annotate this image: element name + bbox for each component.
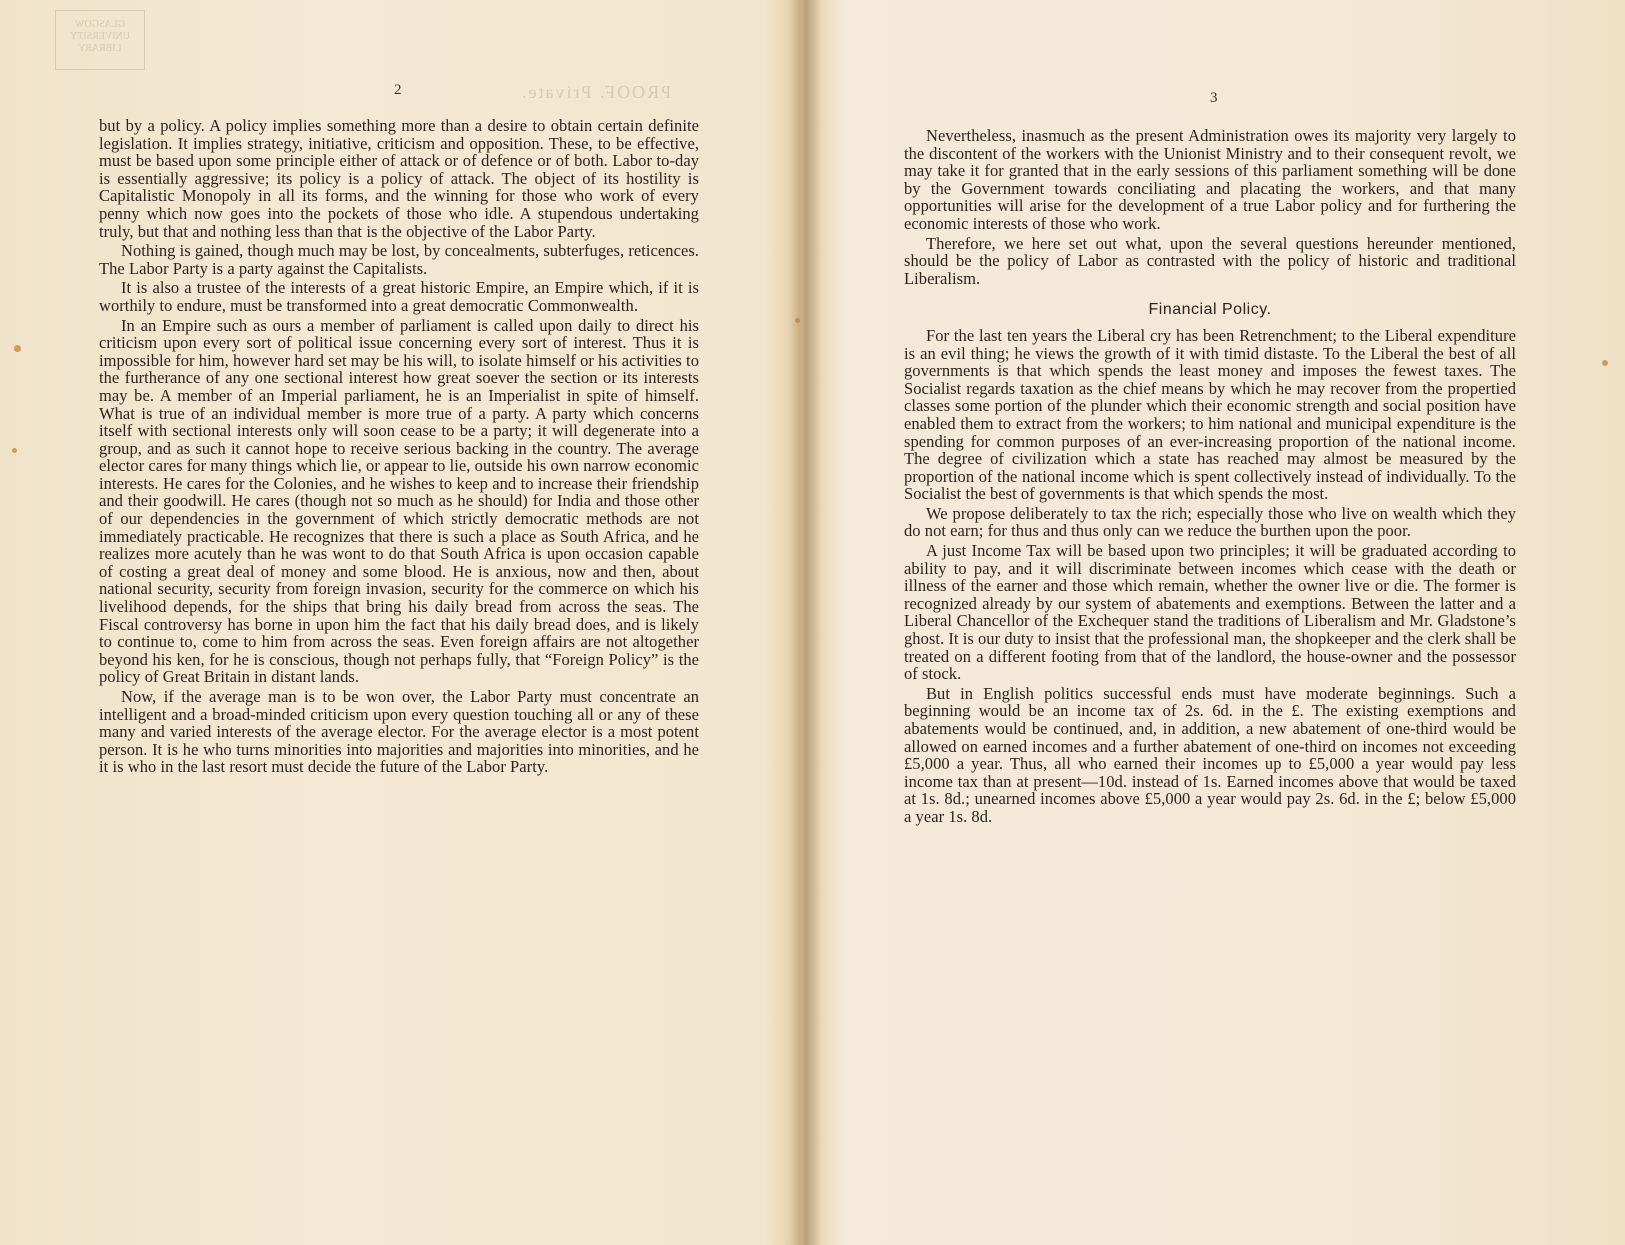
foxing-spot — [12, 448, 17, 453]
book-spine — [786, 0, 822, 1245]
foxing-spot — [14, 345, 21, 352]
paragraph: Nevertheless, inasmuch as the present Administration owes its majority very largely to the discontent of the workers with the Unionist Ministry and to their consequent revolt, we may take it for granted that in the early sessions of this parliament something will be done by the Government towards conciliating and placating the workers, and that many opportunities will arise for the development of a true Labor policy and for furthering the economic interests of those who work. — [904, 126, 1516, 233]
left-text-block — [99, 117, 699, 778]
paragraph: A just Income Tax will be based upon two principles; it will be graduated according to ability to pay, and it will discriminate between incomes which cease with the death or illness of the earner and those which remain, whether the owner live or die. The former is recognized already by our system of abatements and exemptions. Between the latter and a Liberal Chancellor of the Exchequer stand the traditions of Liberalism and Mr. Gladstone’s ghost. It is our duty to insist that the professional man, the shopkeeper and the clerk shall be treated on a different footing from that of the landlord, the house-owner and the possessor of stock. — [904, 541, 1516, 684]
paragraph: Nothing is gained, though much may be lost, by concealments, subterfuges, reticences. The Labor Party is a party against the Capitalists. — [99, 241, 699, 278]
paragraph: For the last ten years the Liberal cry has been Retrenchment; to the Liberal expenditure is an evil thing; he views the growth of it with timid distaste. To the Liberal the best of all governments is that which spends the least money and imposes the fewest taxes. The Socialist regards taxation as the chief means by which he may recover from the propertied classes some portion of the plunder which their economic strength and social position have enabled them to extract from the workers; to him national and municipal expenditure is the spending for common purposes of an ever-increasing proportion of the national income. The degree of civilization which a state has reached may almost be measured by the proportion of the national income which is spent collectively instead of individually. To the Socialist the best of governments is that which spends the most. — [904, 325, 1516, 504]
page-number: 3 — [1210, 90, 1218, 106]
paragraph: It is also a trustee of the interests of a great historic Empire, an Empire which, if it is worthily to endure, must be transformed into a great democratic Commonwealth. — [99, 278, 699, 315]
paragraph: Therefore, we here set out what, upon the several questions hereunder mentioned, should be the policy of Labor as contrasted with the policy of historic and traditional Liberalism. — [904, 233, 1516, 288]
paragraph: Now, if the average man is to be won over, the Labor Party must concentrate an intelligent and a broad-minded criticism upon every question touching all or any of these many and varied interests of the average elector. For the average elector is a most potent person. It is he who turns minorities into majorities and majorities into minorities, and he it is who in the last resort must decide the future of the Labor Party. — [99, 687, 699, 777]
page-number: 2 — [394, 82, 402, 98]
paragraph: but by a policy. A policy implies something more than a desire to obtain certain definite legislation. It implies strategy, initiative, criticism and opposition. These, to be effective, must be based upon some principle either of attack or of defence or of both. Labor to-day is essentially aggressive; its policy is a policy of attack. The object of its hostility is Capitalistic Monopoly in all its forms, and the winning for those who work of every penny which now goes into the pockets of those who idle. A stupendous undertaking truly, but that and nothing less than that is the objective of the Labor Party. — [99, 116, 699, 241]
right-page — [820, 0, 1625, 1245]
left-page — [0, 0, 810, 1245]
foxing-spot — [1602, 360, 1608, 366]
section-heading: Financial Policy. — [1148, 301, 1272, 319]
paragraph: We propose deliberately to tax the rich; especially those who live on wealth which they do not earn; for thus and thus only can we reduce the burthen upon the poor. — [904, 503, 1516, 541]
paragraph: In an Empire such as ours a member of parliament is called upon daily to direct his criticism upon every sort of political issue concerning every sort of interest. Thus it is impossible for him, however hard set may be his will, to isolate himself or his activities to the furtherance of any one sectional interest how great soever the section or its interests may be. A member of an Imperial parliament, he is an Imperialist in spite of himself. What is true of an individual member is more true of a party. A party which concerns itself with sectional interests only will soon cease to be a party; it will degenerate into a group, and as such it cannot hope to receive serious backing in the country. The average elector cares for many things which lie, or appear to lie, outside his own narrow economic interests. He cares for the Colonies, and he wishes to keep and to increase their friendship and their goodwill. He cares (though not so much as he should) for India and those other of our dependencies in the government of which strictly democratic methods are not immediately practicable. He recognizes that there is such a place as South Africa, and he realizes more acutely than he was wont to do that South Africa is upon occasion capable of costing a great deal of money and some blood. He is anxious, now and then, about national security, security from foreign invasion, security for the commerce on which his livelihood depends, for the ships that bring his daily bread from across the seas. The Fiscal controversy has borne in upon him the fact that his daily bread does, and is likely to continue to, come to him from across the seas. Even foreign affairs are not altogether beyond his ken, for he is conscious, though not perhaps fully, that “Foreign Policy” is the policy of Great Britain in distant lands. — [99, 315, 699, 687]
mirrored-header: PROOF. Private. — [520, 82, 672, 102]
mirrored-stamp: GLASGOW UNIVERSITY LIBRARY — [55, 10, 145, 70]
right-text-block — [904, 127, 1516, 828]
paragraph: But in English politics successful ends must have moderate beginnings. Such a beginning would be an income tax of 2s. 6d. in the £. The existing exemptions and abatements would be continued, and, in addition, a new abatement of one-third would be allowed on earned incomes and a further abatement of one-third on incomes not exceeding £5,000 a year. Thus, all who earned their incomes up to £5,000 a year would pay less income tax than at present—10d. instead of 1s. Earned incomes above that would be taxed at 1s. 8d.; unearned incomes above £5,000 a year would pay 2s. 6d. in the £; below £5,000 a year 1s. 8d. — [904, 683, 1516, 826]
